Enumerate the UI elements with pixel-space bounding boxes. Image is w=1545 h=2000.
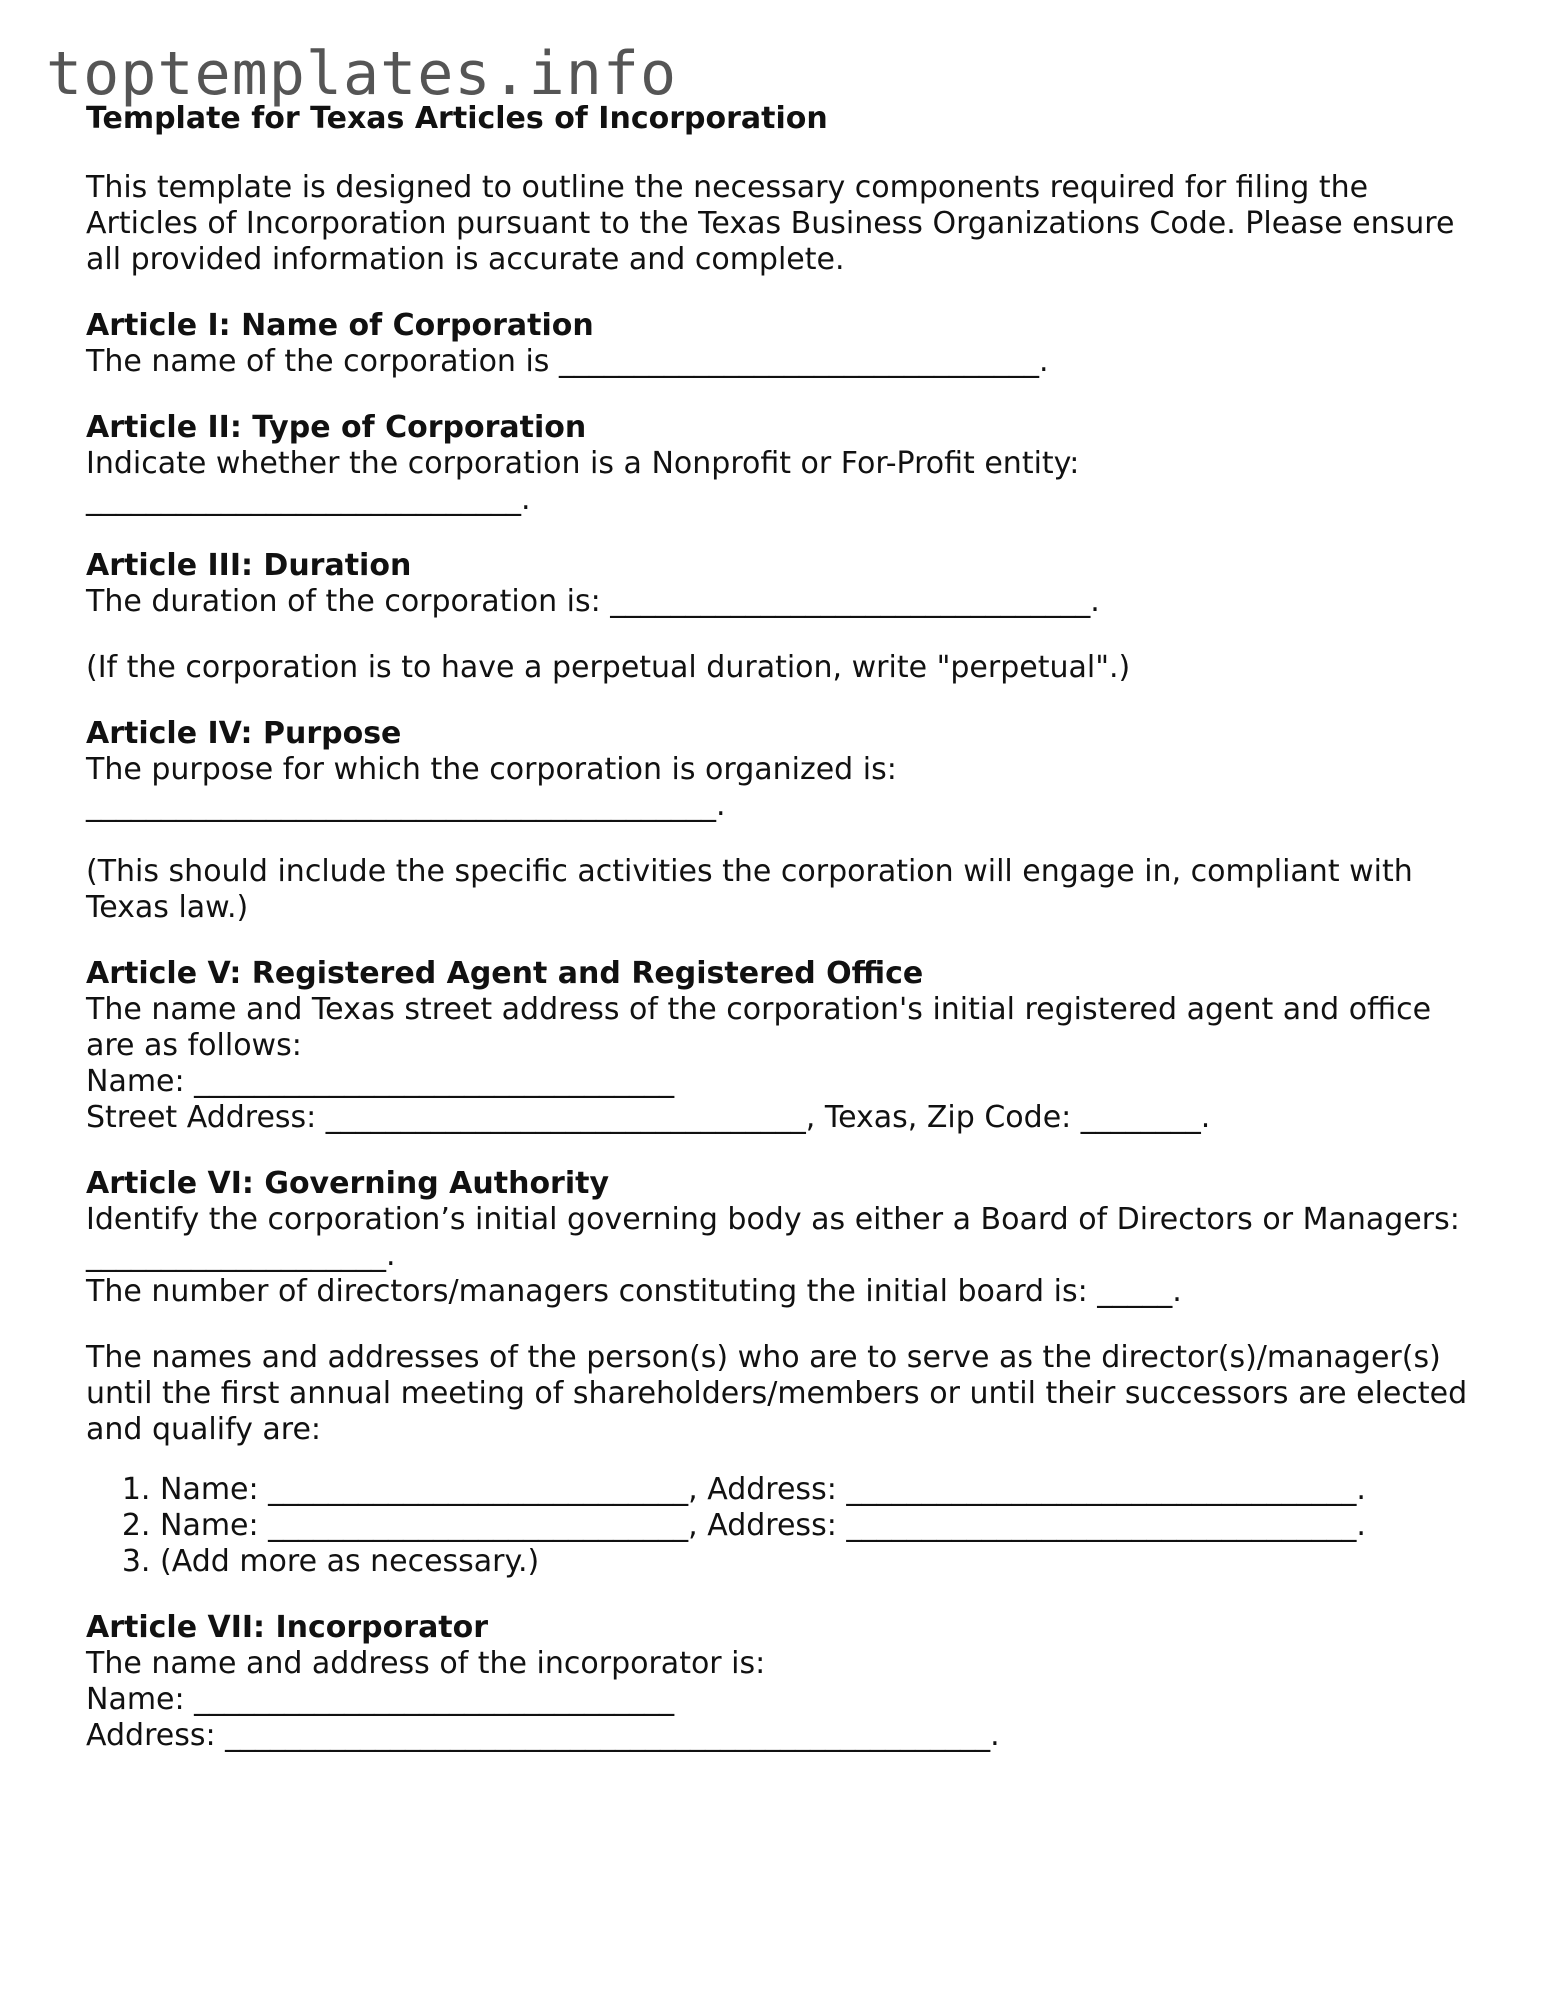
article-6-line-2: The number of directors/managers constituting the initial board is: _____. [86, 1274, 1182, 1309]
article-6-heading: Article VI: Governing Authority [86, 1166, 610, 1201]
article-4-heading: Article IV: Purpose [86, 716, 402, 751]
article-7-heading: Article VII: Incorporator [86, 1610, 489, 1645]
document-title: Template for Texas Articles of Incorporation [86, 101, 828, 136]
article-5-name-line: Name: ________________________________ [86, 1064, 675, 1099]
article-4-section [86, 716, 1486, 926]
directors-list [86, 1472, 1486, 1580]
article-7-address-line: Address: ___________________________________________________. [86, 1718, 1000, 1753]
article-1-heading: Article I: Name of Corporation [86, 308, 594, 343]
article-1-line: The name of the corporation is ________________________________. [86, 344, 1049, 379]
article-6-section [86, 1166, 1486, 1580]
article-3-line: The duration of the corporation is: ________________________________. [86, 584, 1100, 619]
list-item: 1. Name: ____________________________, Address: __________________________________. [160, 1472, 1486, 1508]
article-3-note: (If the corporation is to have a perpetual duration, write "perpetual".) [86, 650, 1131, 685]
article-1-section [86, 308, 1486, 380]
document-body [86, 98, 1486, 1784]
article-4-line-2: __________________________________________. [86, 788, 726, 823]
article-7-section [86, 1610, 1486, 1754]
article-2-heading: Article II: Type of Corporation [86, 410, 587, 445]
list-item: 3. (Add more as necessary.) [160, 1544, 1486, 1580]
article-5-address-line: Street Address: ________________________________, Texas, Zip Code: ________. [86, 1100, 1211, 1135]
article-6-line-1: Identify the corporation’s initial governing body as either a Board of Directors or Managers: ____________________. [86, 1202, 1460, 1273]
list-item: 2. Name: ____________________________, Address: __________________________________. [160, 1508, 1486, 1544]
article-3-section [86, 548, 1486, 686]
article-7-line-1: The name and address of the incorporator is: [86, 1646, 766, 1681]
article-6-paragraph: The names and addresses of the person(s) who are to serve as the director(s)/manager(s) until the first annual meeting of shareholders/members or until their successors are elected and qualify are: [86, 1340, 1468, 1447]
article-2-line-2: _____________________________. [86, 482, 531, 517]
article-2-section [86, 410, 1486, 518]
article-2-line-1: Indicate whether the corporation is a Nonprofit or For-Profit entity: [86, 446, 1080, 481]
article-5-section [86, 956, 1486, 1136]
article-5-line-1: The name and Texas street address of the corporation's initial registered agent and office are as follows: [86, 992, 1432, 1063]
article-4-line-1: The purpose for which the corporation is organized is: [86, 752, 897, 787]
article-7-name-line: Name: ________________________________ [86, 1682, 675, 1717]
article-5-heading: Article V: Registered Agent and Registered Office [86, 956, 924, 991]
article-3-heading: Article III: Duration [86, 548, 412, 583]
intro-paragraph: This template is designed to outline the necessary components required for filing the Articles of Incorporation pursuant to the Texas Business Organizations Code. Please ensure all provided information is accurate and complete. [86, 170, 1455, 277]
article-4-note: (This should include the specific activities the corporation will engage in, compliant with Texas law.) [86, 854, 1413, 925]
watermark: toptemplates.info [46, 39, 678, 109]
